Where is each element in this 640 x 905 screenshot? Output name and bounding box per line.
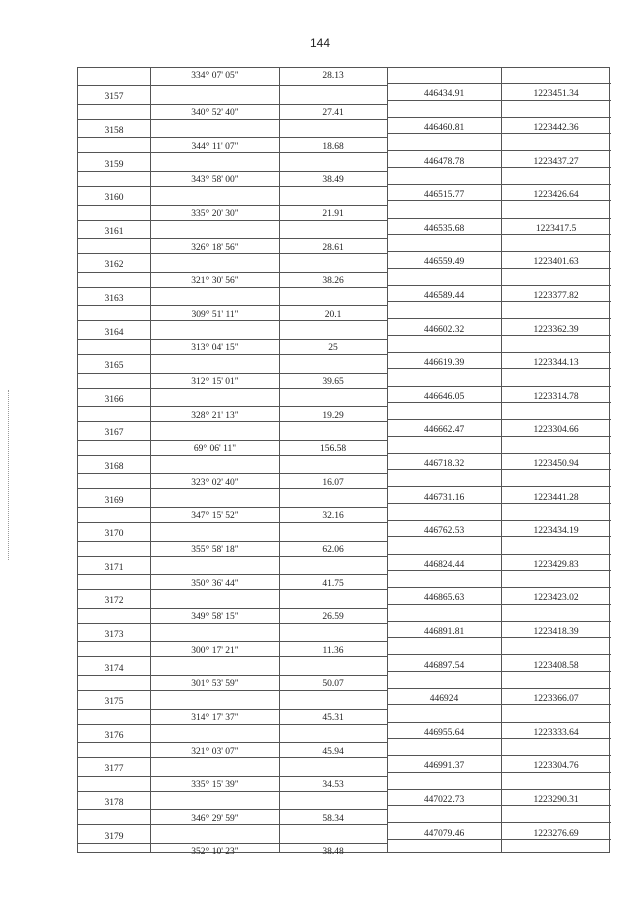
bearing-value: 328° 21' 13": [191, 410, 239, 421]
distance-value: 38.49: [322, 175, 344, 186]
x-coordinate: 447022.73: [423, 795, 465, 806]
point-id: 3161: [104, 226, 124, 237]
distance-value: 16.07: [322, 477, 344, 488]
coordinate-table: [77, 67, 610, 858]
y-coordinate: 1223304.76: [533, 761, 579, 772]
distance-value: 19.29: [322, 410, 344, 421]
point-id: 3170: [104, 529, 124, 540]
distance-value: 18.68: [322, 141, 344, 152]
distance-value: 62.06: [322, 545, 344, 556]
x-coordinate: 446434.91: [423, 89, 465, 100]
bearing-value: 323° 02' 40": [191, 477, 239, 488]
x-coordinate: 446891.81: [423, 627, 465, 638]
distance-value: 39.65: [322, 377, 344, 388]
bearing-value: 334° 07' 05": [191, 71, 239, 81]
page-number: 144: [309, 36, 331, 50]
distance-value: 50.07: [322, 679, 344, 690]
y-coordinate: 1223366.07: [533, 694, 579, 705]
point-id: 3162: [104, 260, 124, 271]
y-coordinate: 1223418.39: [533, 627, 579, 638]
bearing-value: 355° 58' 18": [191, 545, 239, 556]
distance-value: 28.13: [322, 71, 344, 81]
point-id: 3173: [104, 630, 124, 641]
bearing-value: 343° 58' 00": [191, 175, 239, 186]
x-coordinate: 446924: [429, 694, 459, 705]
y-coordinate: 1223276.69: [533, 828, 579, 839]
y-coordinate: 1223304.66: [533, 425, 579, 436]
distance-value: 11.36: [322, 645, 344, 656]
point-id: 3176: [104, 730, 124, 741]
point-id: 3179: [104, 831, 124, 842]
bearing-value: 340° 52' 40": [191, 108, 239, 119]
bearing-value: 301° 53' 59": [191, 679, 239, 690]
bearing-value: 335° 20' 30": [191, 209, 239, 220]
x-coordinate: 446865.63: [423, 593, 465, 604]
bearing-value: 312° 15' 01": [191, 377, 239, 388]
x-coordinate: 446824.44: [423, 559, 465, 570]
y-coordinate: 1223450.94: [533, 459, 579, 470]
y-coordinate: 1223290.31: [533, 795, 579, 806]
point-id: 3168: [104, 462, 124, 473]
y-coordinate: 1223434.19: [533, 526, 579, 537]
y-coordinate: 1223426.64: [533, 190, 579, 201]
bearing-value: 335° 15' 39": [191, 780, 239, 791]
y-coordinate: 1223344.13: [533, 358, 579, 369]
bearing-value: 309° 51' 11": [191, 309, 239, 320]
bearing-value: 300° 17' 21": [191, 645, 239, 656]
distance-value: 20.1: [324, 309, 342, 320]
distance-value: 21.91: [322, 209, 344, 220]
y-coordinate: 1223423.02: [533, 593, 579, 604]
bearing-value: 347° 15' 52": [191, 511, 239, 522]
point-id: 3169: [104, 495, 124, 506]
bearing-value: 344° 11' 07": [191, 141, 239, 152]
y-coordinate: 1223451.34: [533, 89, 579, 100]
x-coordinate: 446619.39: [423, 358, 465, 369]
distance-value: 38.26: [322, 276, 344, 287]
x-coordinate: 446718.32: [423, 459, 465, 470]
distance-value: 156.58: [319, 444, 347, 455]
point-id: 3163: [104, 294, 124, 305]
x-coordinate: 446955.64: [423, 727, 465, 738]
y-coordinate: 1223333.64: [533, 727, 579, 738]
bearing-value: 350° 36' 44": [191, 578, 239, 589]
bearing-value: 326° 18' 56": [191, 242, 239, 253]
distance-value: 58.34: [322, 813, 344, 824]
distance-value: 45.31: [322, 713, 344, 724]
bearing-value: 314° 17' 37": [191, 713, 239, 724]
point-id: 3171: [104, 562, 124, 573]
y-coordinate: 1223401.63: [533, 257, 579, 268]
scan-edge-marks: [8, 390, 11, 560]
x-coordinate: 446897.54: [423, 660, 465, 671]
point-id: 3166: [104, 394, 124, 405]
distance-value: 34.53: [322, 780, 344, 791]
y-coordinate: 1223377.82: [533, 291, 579, 302]
point-id: 3165: [104, 361, 124, 372]
point-id: 3164: [104, 327, 124, 338]
point-id: 3174: [104, 663, 124, 674]
bearing-value: 313° 04' 15": [191, 343, 239, 354]
bearing-value: 349° 58' 15": [191, 612, 239, 623]
x-coordinate: 446662.47: [423, 425, 465, 436]
x-coordinate: 446602.32: [423, 324, 465, 335]
distance-value: 26.59: [322, 612, 344, 623]
bearing-value: 346° 29' 59": [191, 813, 239, 824]
x-coordinate: 446460.81: [423, 123, 465, 134]
distance-value: 32.16: [322, 511, 344, 522]
point-id: 3175: [104, 697, 124, 708]
point-id: 3167: [104, 428, 124, 439]
bearing-value: 69° 06' 11": [193, 444, 237, 455]
x-coordinate: 446646.05: [423, 391, 465, 402]
x-coordinate: 446731.16: [423, 492, 465, 503]
x-coordinate: 446478.78: [423, 156, 465, 167]
y-coordinate: 1223429.83: [533, 559, 579, 570]
distance-value: 27.41: [322, 108, 344, 119]
point-id: 3157: [104, 92, 124, 103]
distance-value: 41.75: [322, 578, 344, 589]
y-coordinate: 1223417.5: [535, 223, 577, 234]
point-id: 3159: [104, 159, 124, 170]
point-id: 3160: [104, 193, 124, 204]
x-coordinate: 446535.68: [423, 223, 465, 234]
point-id: 3158: [104, 126, 124, 137]
y-coordinate: 1223442.36: [533, 123, 579, 134]
y-coordinate: 1223408.58: [533, 660, 579, 671]
bearing-value: 321° 03' 07": [191, 746, 239, 757]
point-id: 3172: [104, 596, 124, 607]
bearing-value: 321° 30' 56": [191, 276, 239, 287]
distance-value: 28.61: [322, 242, 344, 253]
distance-value: 45.94: [322, 746, 344, 757]
x-coordinate: 447079.46: [423, 828, 465, 839]
y-coordinate: 1223437.27: [533, 156, 579, 167]
y-coordinate: 1223362.39: [533, 324, 579, 335]
bearing-value: 352° 10' 23": [191, 847, 239, 858]
point-id: 3177: [104, 764, 124, 775]
x-coordinate: 446762.53: [423, 526, 465, 537]
x-coordinate: 446559.49: [423, 257, 465, 268]
y-coordinate: 1223314.78: [533, 391, 579, 402]
y-coordinate: 1223441.28: [533, 492, 579, 503]
x-coordinate: 446991.37: [423, 761, 465, 772]
point-id: 3178: [104, 798, 124, 809]
distance-value: 25: [328, 343, 338, 354]
distance-value: 38.48: [322, 847, 344, 858]
x-coordinate: 446515.77: [423, 190, 465, 201]
x-coordinate: 446589.44: [423, 291, 465, 302]
